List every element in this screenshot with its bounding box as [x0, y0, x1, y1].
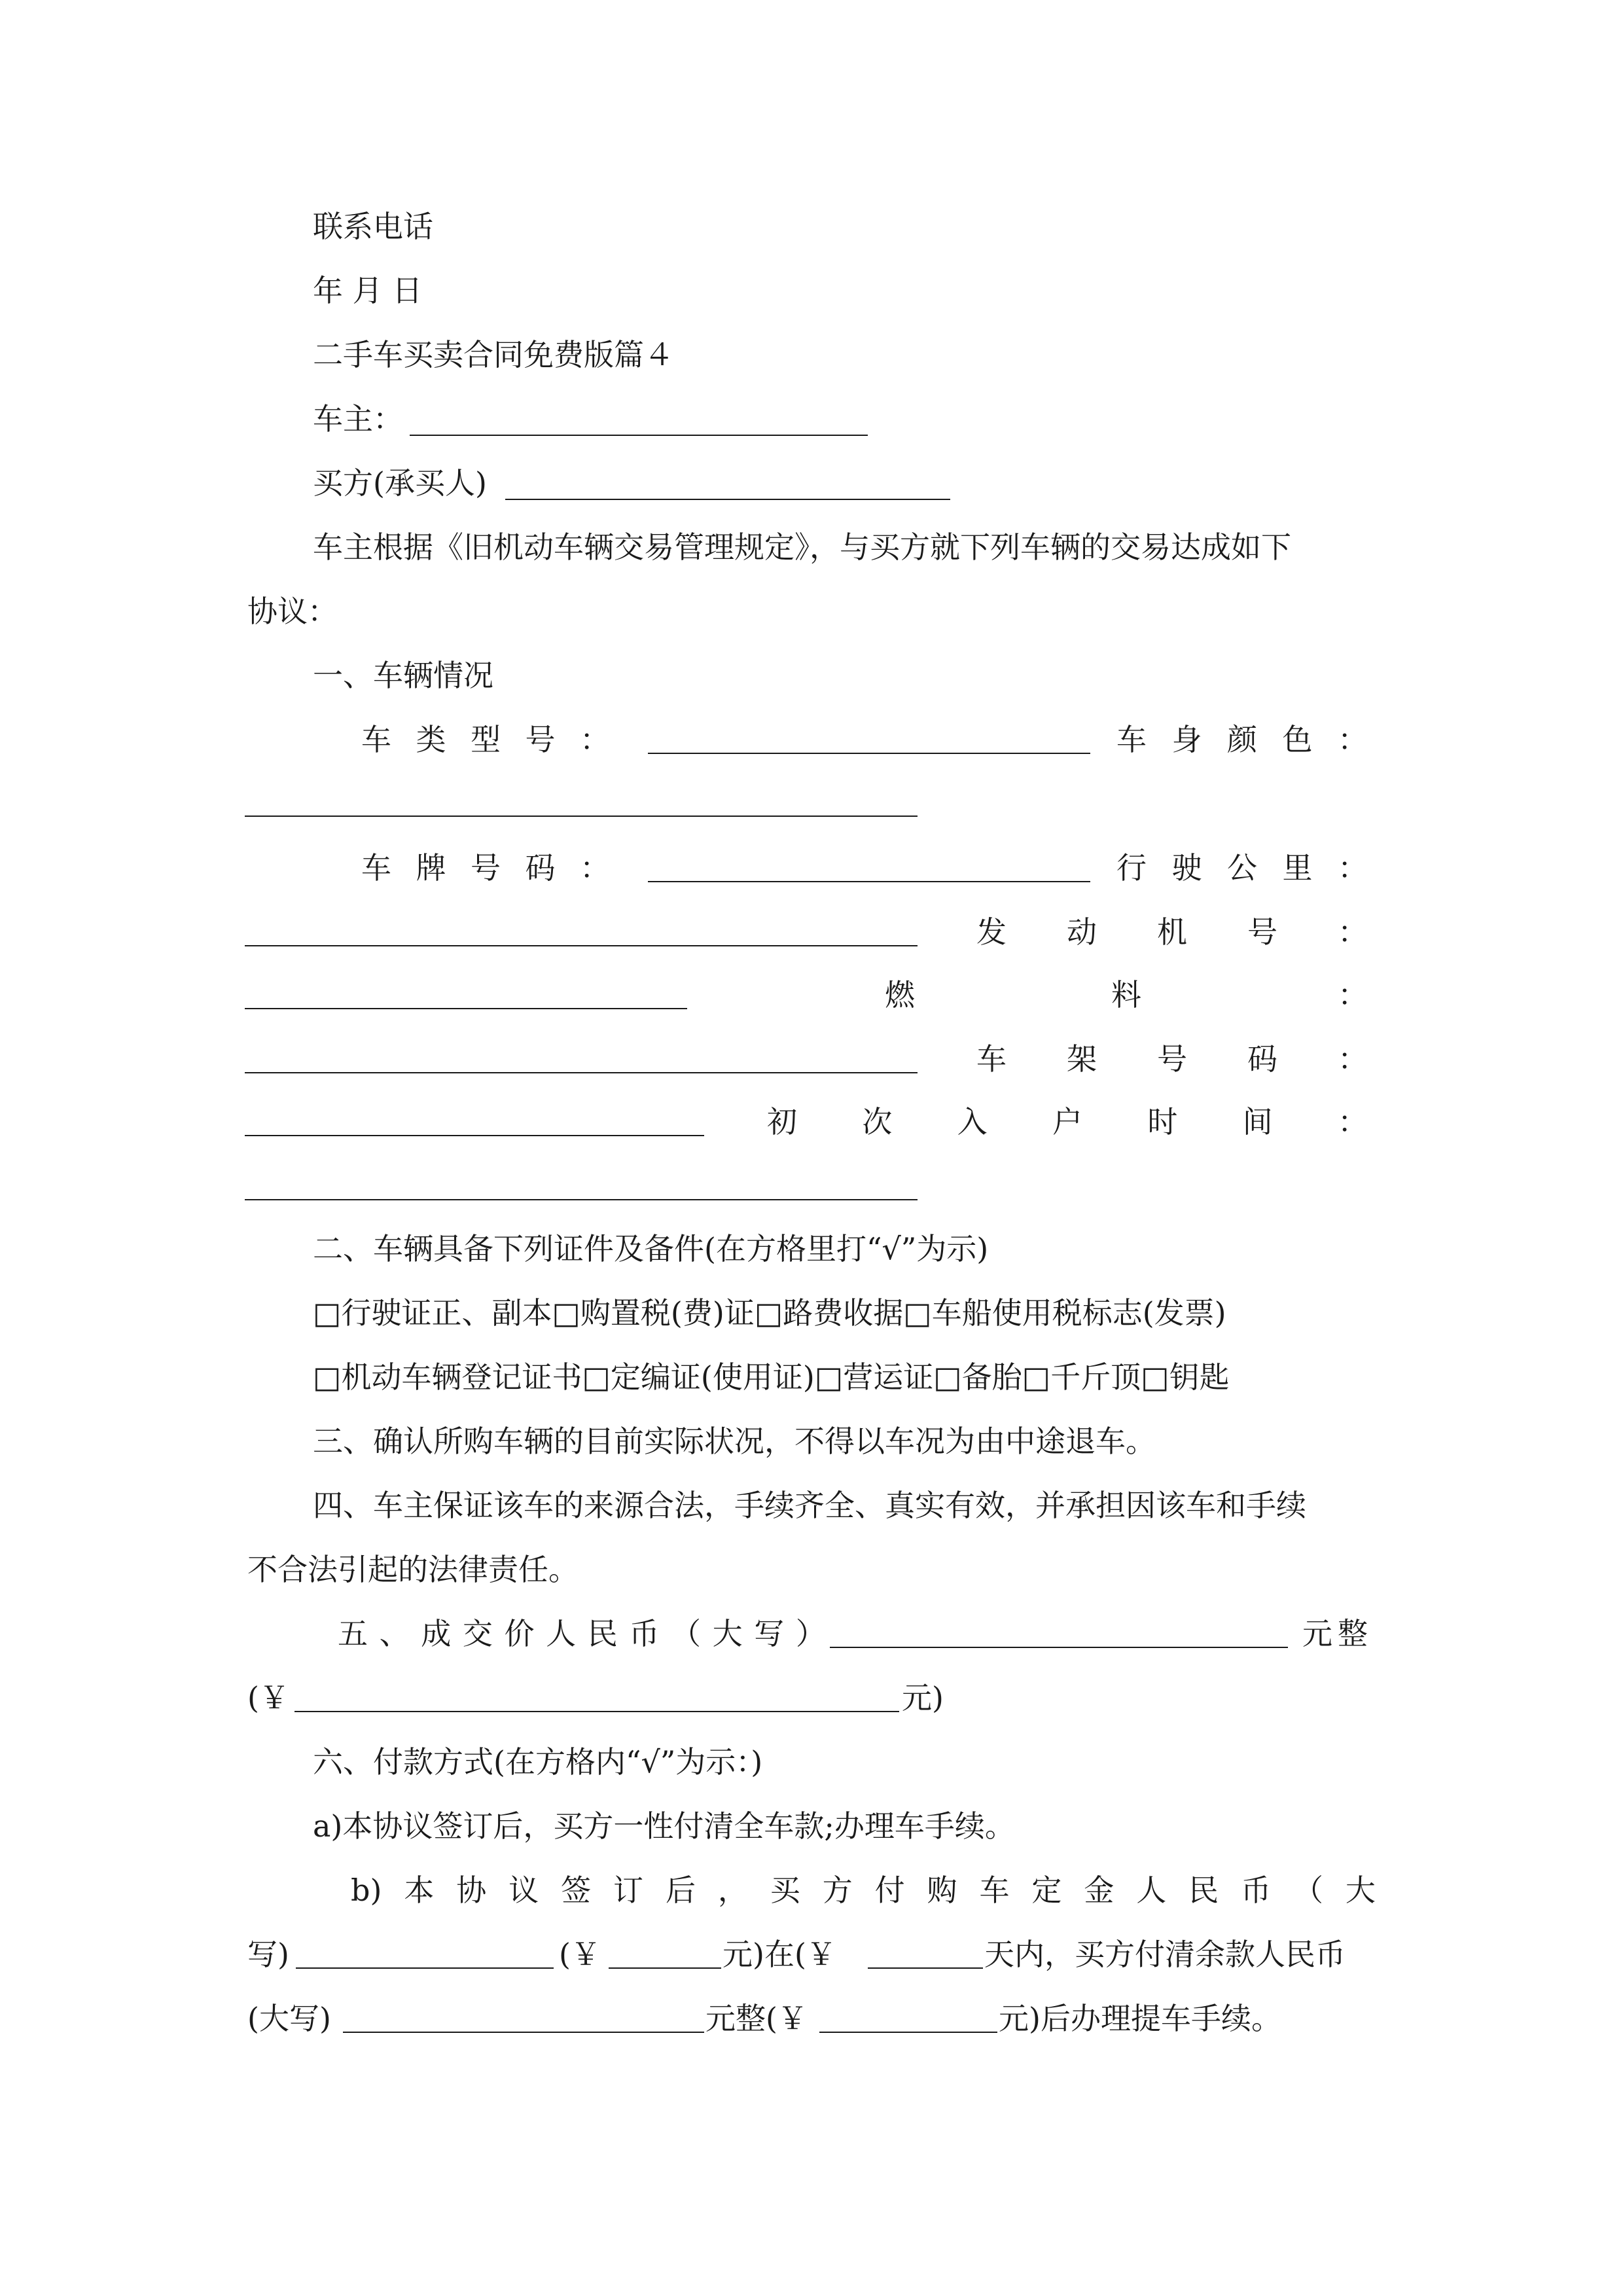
label-char: 大 [1345, 1873, 1376, 1908]
section-1-title: 一、车辆情况 [313, 658, 493, 693]
label-char: 发 [976, 914, 1007, 950]
payment-option-a[interactable]: a)本协议签订后，买方一性付清全车款;办理车手续。 [313, 1808, 1015, 1844]
label-char: 牌 [416, 850, 446, 886]
label-char: ： [580, 850, 610, 886]
label-char: ： [580, 722, 610, 757]
balance-end-text: 元)后办理提车手续。 [999, 2001, 1281, 2036]
label-char: 料 [1111, 977, 1141, 1013]
first-registration-blank[interactable] [245, 1199, 918, 1200]
label-char: 本 [404, 1873, 435, 1908]
section-2-title: 二、车辆具备下列证件及备件(在方格里打“√”为示) [313, 1231, 989, 1266]
label-char: 色 [1282, 722, 1313, 757]
label-char: （ [671, 1616, 701, 1651]
label-char: 型 [471, 722, 501, 757]
balance-uppercase-blank[interactable] [343, 2032, 704, 2033]
label-char: 燃 [885, 977, 915, 1013]
engine-number-blank[interactable] [245, 1008, 687, 1009]
label-char: 时 [1147, 1104, 1178, 1139]
date-line: 年 月 日 [313, 273, 423, 308]
label-char: 成 [421, 1616, 452, 1651]
label-char: 车 [1116, 722, 1147, 757]
price-uppercase-blank[interactable] [830, 1647, 1288, 1648]
frame-number-label [976, 1039, 1368, 1079]
label-char: 后 [665, 1873, 696, 1908]
label-char: 民 [1188, 1873, 1219, 1908]
section-title: 二手车买卖合同免费版篇４ [313, 337, 674, 372]
mileage-blank[interactable] [245, 945, 918, 946]
label-char: ： [1338, 722, 1368, 757]
mileage-label [1116, 848, 1368, 888]
label-char: 颜 [1227, 722, 1257, 757]
label-char: 动 [1067, 914, 1097, 950]
label-char: 类 [416, 722, 446, 757]
first-registration-label [767, 1102, 1368, 1141]
balance-uppercase-label: (大写) [247, 2001, 331, 2036]
label-char: 、 [379, 1616, 410, 1651]
label-char: b) [351, 1873, 382, 1908]
price-yen-blank[interactable] [294, 1711, 899, 1712]
buyer-label: 买方(承买人) [313, 465, 487, 501]
label-char: ： [1338, 977, 1368, 1013]
plate-number-blank[interactable] [648, 881, 1090, 882]
owner-label: 车主： [313, 401, 403, 437]
intro-line-2: 协议： [247, 594, 338, 629]
label-char: ： [1337, 1104, 1368, 1139]
vehicle-model-label [361, 720, 610, 759]
label-char: 码 [1247, 1041, 1277, 1077]
price-yen-open: (￥ [247, 1680, 289, 1715]
label-char: 定 [1031, 1873, 1062, 1908]
label-char: 车 [979, 1873, 1010, 1908]
label-char: 号 [525, 722, 556, 757]
label-char: 入 [957, 1104, 988, 1139]
fuel-blank[interactable] [245, 1072, 918, 1073]
days-remaining-text: 天内，买方付清余款人民币 [984, 1937, 1346, 1972]
label-char: 币 [629, 1616, 660, 1651]
label-char: 协 [456, 1873, 487, 1908]
label-char: 里 [1282, 850, 1313, 886]
vehicle-color-label [1116, 720, 1368, 759]
balance-yuan-zheng: 元整(￥ [705, 2001, 808, 2036]
label-char: ） [795, 1616, 826, 1651]
label-char: 车 [361, 850, 391, 886]
documents-checklist-line-1[interactable]: □行驶证正、副本□购置税(费)证□路费收据□车船使用税标志(发票) [313, 1295, 1226, 1331]
vehicle-color-blank[interactable] [245, 816, 918, 817]
section-5-label [338, 1614, 826, 1653]
label-char: 价 [504, 1616, 535, 1651]
label-char: 人 [1136, 1873, 1167, 1908]
payment-b-write-label: 写) [247, 1937, 289, 1972]
label-char: 车 [361, 722, 391, 757]
label-char: ： [1338, 1041, 1368, 1077]
label-char: 行 [1116, 850, 1147, 886]
label-char: 驶 [1171, 850, 1202, 886]
deposit-yen-open: (￥ [559, 1937, 601, 1972]
label-char: 签 [561, 1873, 592, 1908]
price-yen-close: 元) [902, 1680, 944, 1715]
label-char: 议 [508, 1873, 539, 1908]
label-char: 购 [927, 1873, 957, 1908]
intro-line-1: 车主根据《旧机动车辆交易管理规定》，与买方就下列车辆的交易达成如下 [313, 529, 1291, 565]
label-char: 身 [1171, 722, 1202, 757]
section-6-title: 六、付款方式(在方格内“√”为示：) [313, 1744, 763, 1780]
label-char: 五 [338, 1616, 368, 1651]
section-3: 三、确认所购车辆的目前实际状况，不得以车况为由中途退车。 [313, 1424, 1156, 1459]
label-char: 公 [1227, 850, 1257, 886]
deposit-uppercase-blank[interactable] [296, 1967, 554, 1969]
label-char: 号 [471, 850, 501, 886]
label-char: 金 [1084, 1873, 1115, 1908]
contact-phone-label: 联系电话 [313, 209, 433, 244]
deposit-yen-blank[interactable] [609, 1967, 721, 1969]
label-char: 次 [862, 1104, 893, 1139]
section-4-line-2: 不合法引起的法律责任。 [247, 1552, 579, 1587]
label-char: 民 [587, 1616, 618, 1651]
label-char: 号 [1157, 1041, 1187, 1077]
frame-number-blank[interactable] [245, 1135, 704, 1136]
payment-option-b-line-1[interactable] [351, 1871, 1376, 1910]
label-char: 币 [1241, 1873, 1272, 1908]
label-char: ： [1338, 850, 1368, 886]
label-char: 号 [1247, 914, 1277, 950]
label-char: 户 [1052, 1104, 1082, 1139]
balance-yen-blank[interactable] [819, 2032, 997, 2033]
label-char: 人 [546, 1616, 577, 1651]
label-char: 写 [754, 1616, 785, 1651]
label-char: 机 [1157, 914, 1187, 950]
label-char: 码 [525, 850, 556, 886]
label-char: 车 [976, 1041, 1007, 1077]
label-char: 买 [770, 1873, 800, 1908]
owner-blank[interactable] [410, 435, 868, 436]
label-char: 方 [822, 1873, 853, 1908]
label-char: （ [1293, 1873, 1323, 1908]
documents-checklist-line-2[interactable]: □机动车辆登记证书□定编证(使用证)□营运证□备胎□千斤顶□钥匙 [313, 1359, 1230, 1395]
label-char: 付 [874, 1873, 905, 1908]
label-char: 初 [767, 1104, 797, 1139]
price-yuan-zheng: 元整 [1302, 1616, 1373, 1651]
label-char: 架 [1067, 1041, 1097, 1077]
fuel-label [885, 975, 1368, 1014]
days-blank[interactable] [868, 1967, 983, 1969]
label-char: 交 [462, 1616, 493, 1651]
vehicle-model-blank[interactable] [648, 753, 1090, 754]
section-4-line-1: 四、车主保证该车的来源合法，手续齐全、真实有效，并承担因该车和手续 [313, 1488, 1306, 1523]
engine-number-label [976, 912, 1368, 952]
label-char: ： [1338, 914, 1368, 950]
buyer-blank[interactable] [505, 499, 950, 500]
label-char: ， [717, 1873, 748, 1908]
deposit-yuan-within: 元)在(￥ [722, 1937, 836, 1972]
label-char: 订 [613, 1873, 644, 1908]
label-char: 大 [712, 1616, 743, 1651]
label-char: 间 [1242, 1104, 1273, 1139]
plate-number-label [361, 848, 610, 888]
